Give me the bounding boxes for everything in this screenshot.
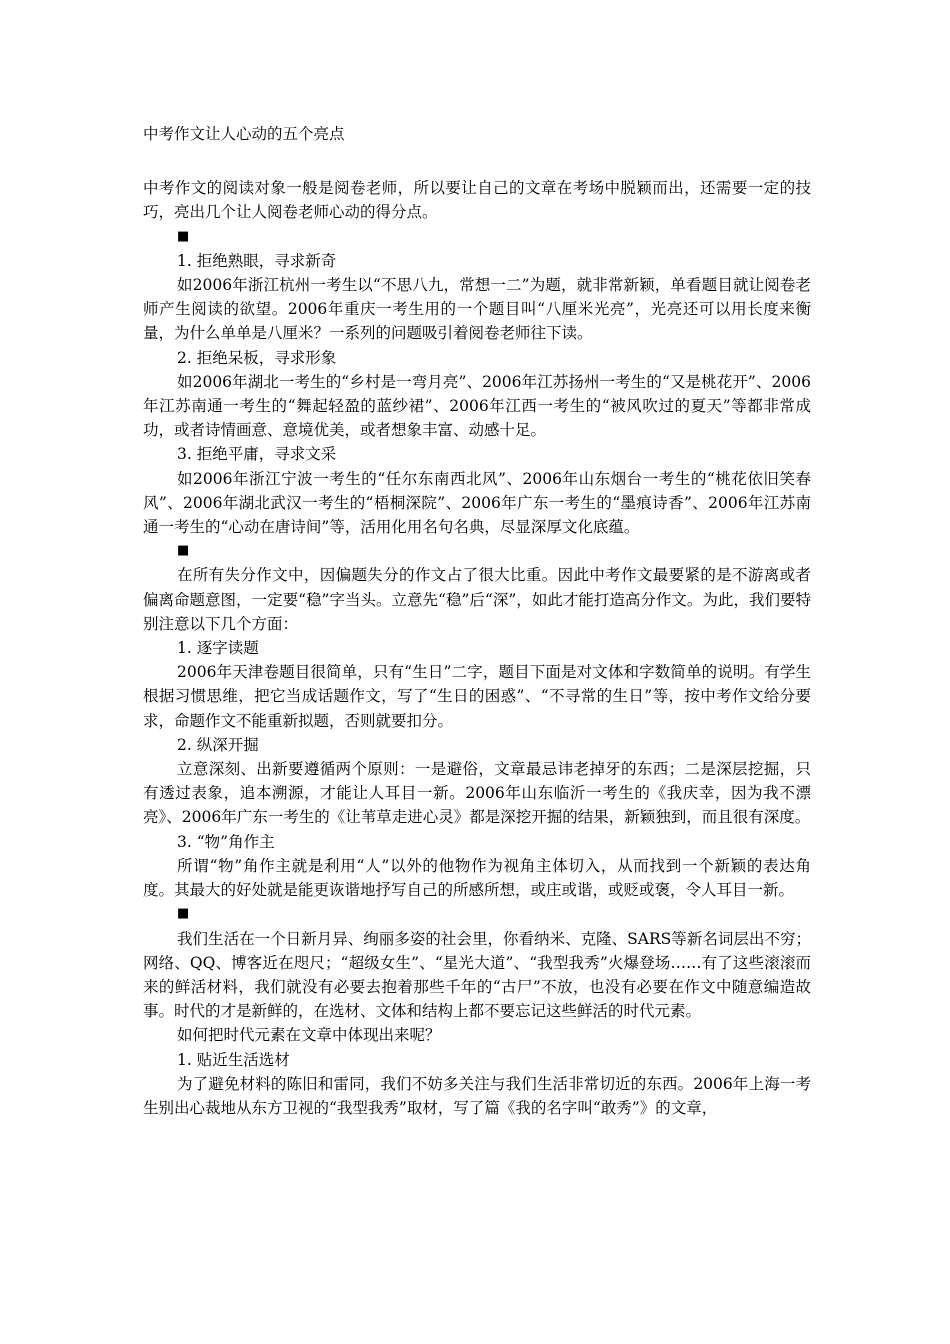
section2-heading-1: 1. 逐字读题 <box>177 639 259 658</box>
section3-intro: 我们生活在一个日新月异、绚丽多姿的社会里，你看纳米、克隆、SARS等新名词层出不穷；网络、QQ、博客近在咫尺；“超级女生”、“星光大道”、“我型我秀”火爆登场……有了这些滚滚而来的鲜活材料，我们就没有必要去抱着那些千年的“古尸”不放，也没有必要在作文中随意编造故事。时代的才是新鲜的，在选材、文体和结构上都不要忘记这些鲜活的时代元素。 <box>143 929 811 1021</box>
section2-text-3: 所谓“物”角作主就是利用“人”以外的他物作为视角主体切入，从而找到一个新颖的表达角度。其最大的好处就是能更诙谐地抒写自己的所感所想，或庄或谐，或贬或褒，令人耳目一新。 <box>143 856 811 900</box>
section-marker-1: ■ <box>177 228 190 244</box>
spacer <box>143 146 811 176</box>
point-text-2: 如2006年湖北一考生的“乡村是一弯月亮”、2006年江苏扬州一考生的“又是桃花开”、2006年江苏南通一考生的“舞起轻盈的蓝纱裙”、2006年江西一考生的“被风吹过的夏天”等都非常成功，或者诗情画意、意境优美，或者想象丰富、动感十足。 <box>143 372 811 440</box>
section2-intro: 在所有失分作文中，因偏题失分的作文占了很大比重。因此中考作文最要紧的是不游离或者偏离命题意图，一定要“稳”字当头。立意先“稳”后“深”，如此才能打造高分作文。为此，我们要特别注意以下几个方面： <box>143 566 811 633</box>
point-heading-1: 1. 拒绝熟眼，寻求新奇 <box>177 251 337 270</box>
document-page <box>143 122 811 1120</box>
section3-heading-1: 1. 贴近生活选材 <box>177 1050 290 1069</box>
section2-text-2: 立意深刻、出新要遵循两个原则：一是避俗，文章最忌讳老掉牙的东西；二是深层挖掘，只有透过表象，追本溯源，才能让人耳目一新。2006年山东临沂一考生的《我庆幸，因为我不漂亮》、2006年广东一考生的《让苇草走进心灵》都是深挖开掘的结果，新颖独到，而且很有深度。 <box>143 760 811 827</box>
point-text-3: 如2006年浙江宁波一考生的“任尔东南西北风”、2006年山东烟台一考生的“桃花依旧笑春风”、2006年湖北武汉一考生的“梧桐深院”、2006年广东一考生的“墨痕诗香”、2006年江苏南通一考生的“心动在唐诗间”等，活用化用名句名典，尽显深厚文化底蕴。 <box>143 469 811 537</box>
point-heading-2: 2. 拒绝呆板，寻求形象 <box>177 348 337 367</box>
section2-text-1: 2006年天津卷题目很简单，只有“生日”二字，题目下面是对文体和字数简单的说明。有学生根据习惯思维，把它当成话题作文，写了“生日的困惑”、“不寻常的生日”等，按中考作文给分要求，命题作文不能重新拟题，否则就要扣分。 <box>143 663 811 730</box>
section3-question: 如何把时代元素在文章中体现出来呢？ <box>177 1026 441 1045</box>
point-heading-3: 3. 拒绝平庸，寻求文采 <box>177 445 337 464</box>
section-marker-3: ■ <box>177 906 190 922</box>
section3-text-1: 为了避免材料的陈旧和雷同，我们不妨多关注与我们生活非常切近的东西。2006年上海一考生别出心裁地从东方卫视的“我型我秀”取材，写了篇《我的名字叫“敢秀”》的文章， <box>143 1074 811 1117</box>
section-marker-2: ■ <box>177 543 190 559</box>
intro-paragraph: 中考作文的阅读对象一般是阅卷老师，所以要让自己的文章在考场中脱颖而出，还需要一定的技巧，亮出几个让人阅卷老师心动的得分点。 <box>143 179 811 222</box>
point-text-1: 如2006年浙江杭州一考生以“不思八九，常想一二”为题，就非常新颖，单看题目就让阅卷老师产生阅读的欲望。2006年重庆一考生用的一个题目叫“八厘米光亮”，光亮还可以用长度来衡量，为什么单单是八厘米？一系列的问题吸引着阅卷老师往下读。 <box>143 276 811 343</box>
section2-heading-3: 3. “物”角作主 <box>177 832 275 851</box>
section2-heading-2: 2. 纵深开掘 <box>177 735 259 754</box>
document-title: 中考作文让人心动的五个亮点 <box>143 125 345 143</box>
